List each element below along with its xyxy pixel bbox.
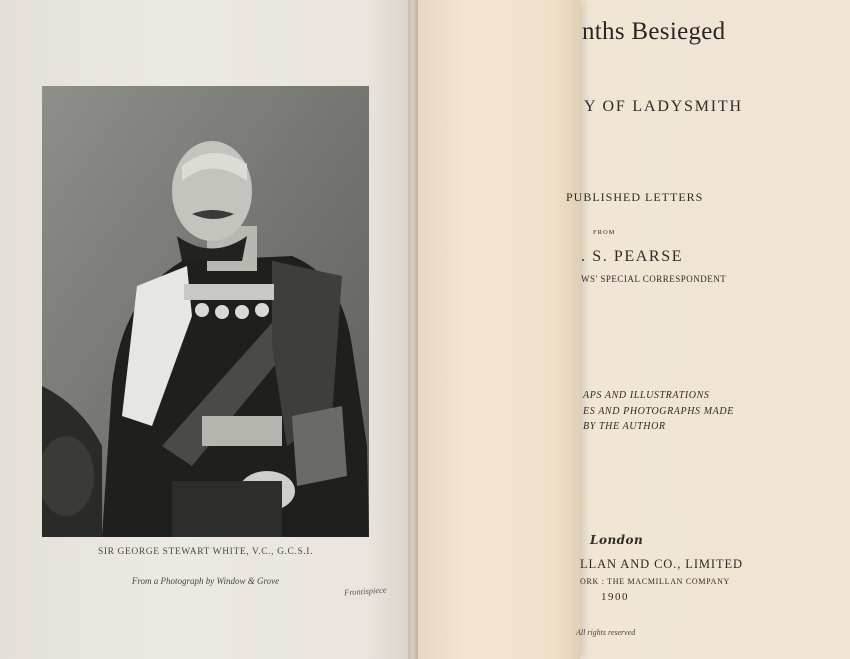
- book-subtitle: Y OF LADYSMITH: [584, 98, 743, 115]
- publication-year: 1900: [601, 591, 629, 603]
- photo-credit: From a Photograph by Window & Grove: [131, 576, 280, 586]
- author-name: . S. PEARSE: [581, 248, 684, 265]
- illustrations-line-3: BY THE AUTHOR: [583, 421, 666, 432]
- illustrations-line-2: ES AND PHOTOGRAPHS MADE: [583, 406, 734, 417]
- portrait-illustration: [42, 86, 369, 537]
- publication-place: London: [590, 533, 644, 547]
- letters-line: PUBLISHED LETTERS: [566, 190, 704, 204]
- book-title: nths Besieged: [582, 18, 726, 45]
- turned-leaf: [418, 0, 580, 659]
- book-gutter: [408, 0, 418, 659]
- correspondent-line: WS' SPECIAL CORRESPONDENT: [581, 274, 727, 284]
- rights-notice: All rights reserved: [576, 628, 636, 637]
- illustrations-line-1: APS AND ILLUSTRATIONS: [583, 390, 710, 401]
- from-line: FROM: [593, 229, 616, 236]
- publisher-new-york: ORK : THE MACMILLAN COMPANY: [580, 577, 731, 586]
- portrait-photograph: [42, 86, 369, 537]
- portrait-caption: SIR GEORGE STEWART WHITE, V.C., G.C.S.I.: [97, 547, 314, 557]
- publisher-name: LLAN AND CO., LIMITED: [580, 557, 743, 571]
- frontispiece-label: Frontispiece: [343, 584, 387, 598]
